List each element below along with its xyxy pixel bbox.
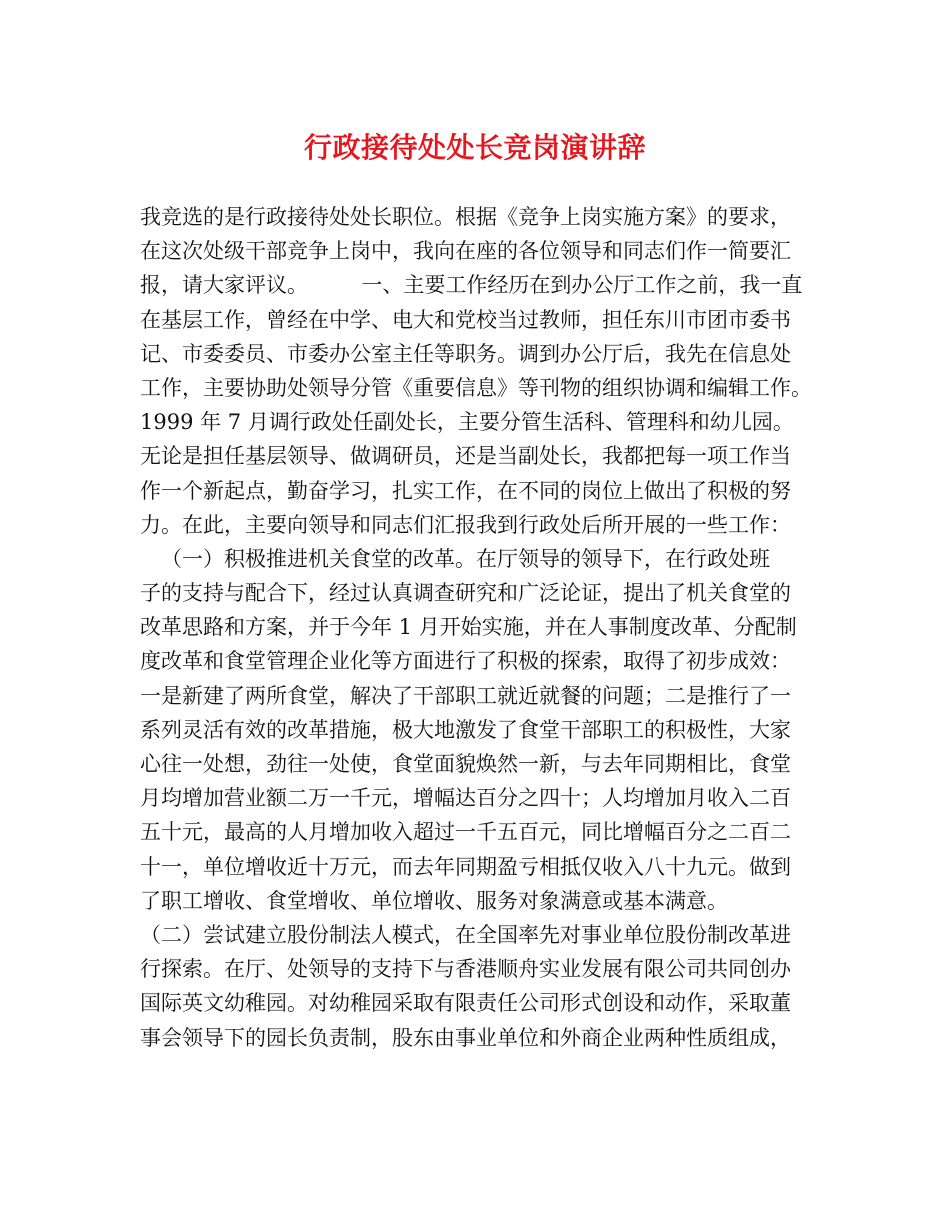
body-line: 系列灵活有效的改革措施，极大地激发了食堂干部职工的积极性，大家 [140,717,791,742]
body-line: 心往一处想，劲往一处使，食堂面貌焕然一新，与去年同期相比，食堂 [140,752,791,776]
body-line: 报，请大家评议。 一、主要工作经历在到办公厅工作之前，我一直 [140,273,803,298]
body-line: （二）尝试建立股份制法人模式，在全国率先对事业单位股份制改革进 [140,922,791,947]
body-line: 度改革和食堂管理企业化等方面进行了积极的探索，取得了初步成效： [140,649,791,674]
body-line: 在基层工作，曾经在中学、电大和党校当过教师，担任东川市团市委书 [140,307,791,332]
body-line: 作一个新起点，勤奋学习，扎实工作，在不同的岗位上做出了积极的努 [140,478,791,503]
body-line: 1999 年 7 月调行政处任副处长，主要分管生活科、管理科和幼儿园。 [140,410,794,435]
body-line: 力。在此，主要向领导和同志们汇报我到行政处后所开展的一些工作： [140,512,791,537]
body-line: 无论是担任基层领导、做调研员，还是当副处长，我都把每一项工作当 [140,444,791,469]
body-line: 工作，主要协助处领导分管《重要信息》等刊物的组织协调和编辑工作。 [140,375,812,400]
body-line: 国际英文幼稚园。对幼稚园采取有限责任公司形式创设和动作，采取董 [140,991,791,1016]
body-line: 行探索。在厅、处领导的支持下与香港顺舟实业发展有限公司共同创办 [140,957,791,982]
body-line: 改革思路和方案，并于今年 1 月开始实施，并在人事制度改革、分配制 [140,615,797,640]
document-body [140,200,820,1055]
body-line: 子的支持与配合下，经过认真调查研究和广泛论证，提出了机关食堂的 [140,581,791,606]
body-line: （一）积极推进机关食堂的改革。在厅领导的领导下，在行政处班 [161,546,770,571]
body-line: 了职工增收、食堂增收、单位增收、服务对象满意或基本满意。 [140,888,728,913]
document-title: 行政接待处处长竞岗演讲辞 [303,131,646,164]
body-line: 在这次处级干部竞争上岗中，我向在座的各位领导和同志们作一简要汇 [140,239,791,264]
body-line: 五十元，最高的人月增加收入超过一千五百元，同比增幅百分之二百二 [140,820,791,845]
body-line: 事会领导下的园长负责制，股东由事业单位和外商企业两种性质组成， [140,1025,791,1050]
body-line: 记、市委委员、市委办公室主任等职务。调到办公厅后，我先在信息处 [140,341,791,366]
body-line: 我竞选的是行政接待处处长职位。根据《竞争上岗实施方案》的要求， [140,205,791,229]
body-line: 十一，单位增收近十万元，而去年同期盈亏相抵仅收入八十九元。做到 [140,854,791,879]
body-line: 月均增加营业额二万一千元，增幅达百分之四十；人均增加月收入二百 [140,786,791,811]
body-line: 一是新建了两所食堂，解决了干部职工就近就餐的问题；二是推行了一 [140,683,791,708]
